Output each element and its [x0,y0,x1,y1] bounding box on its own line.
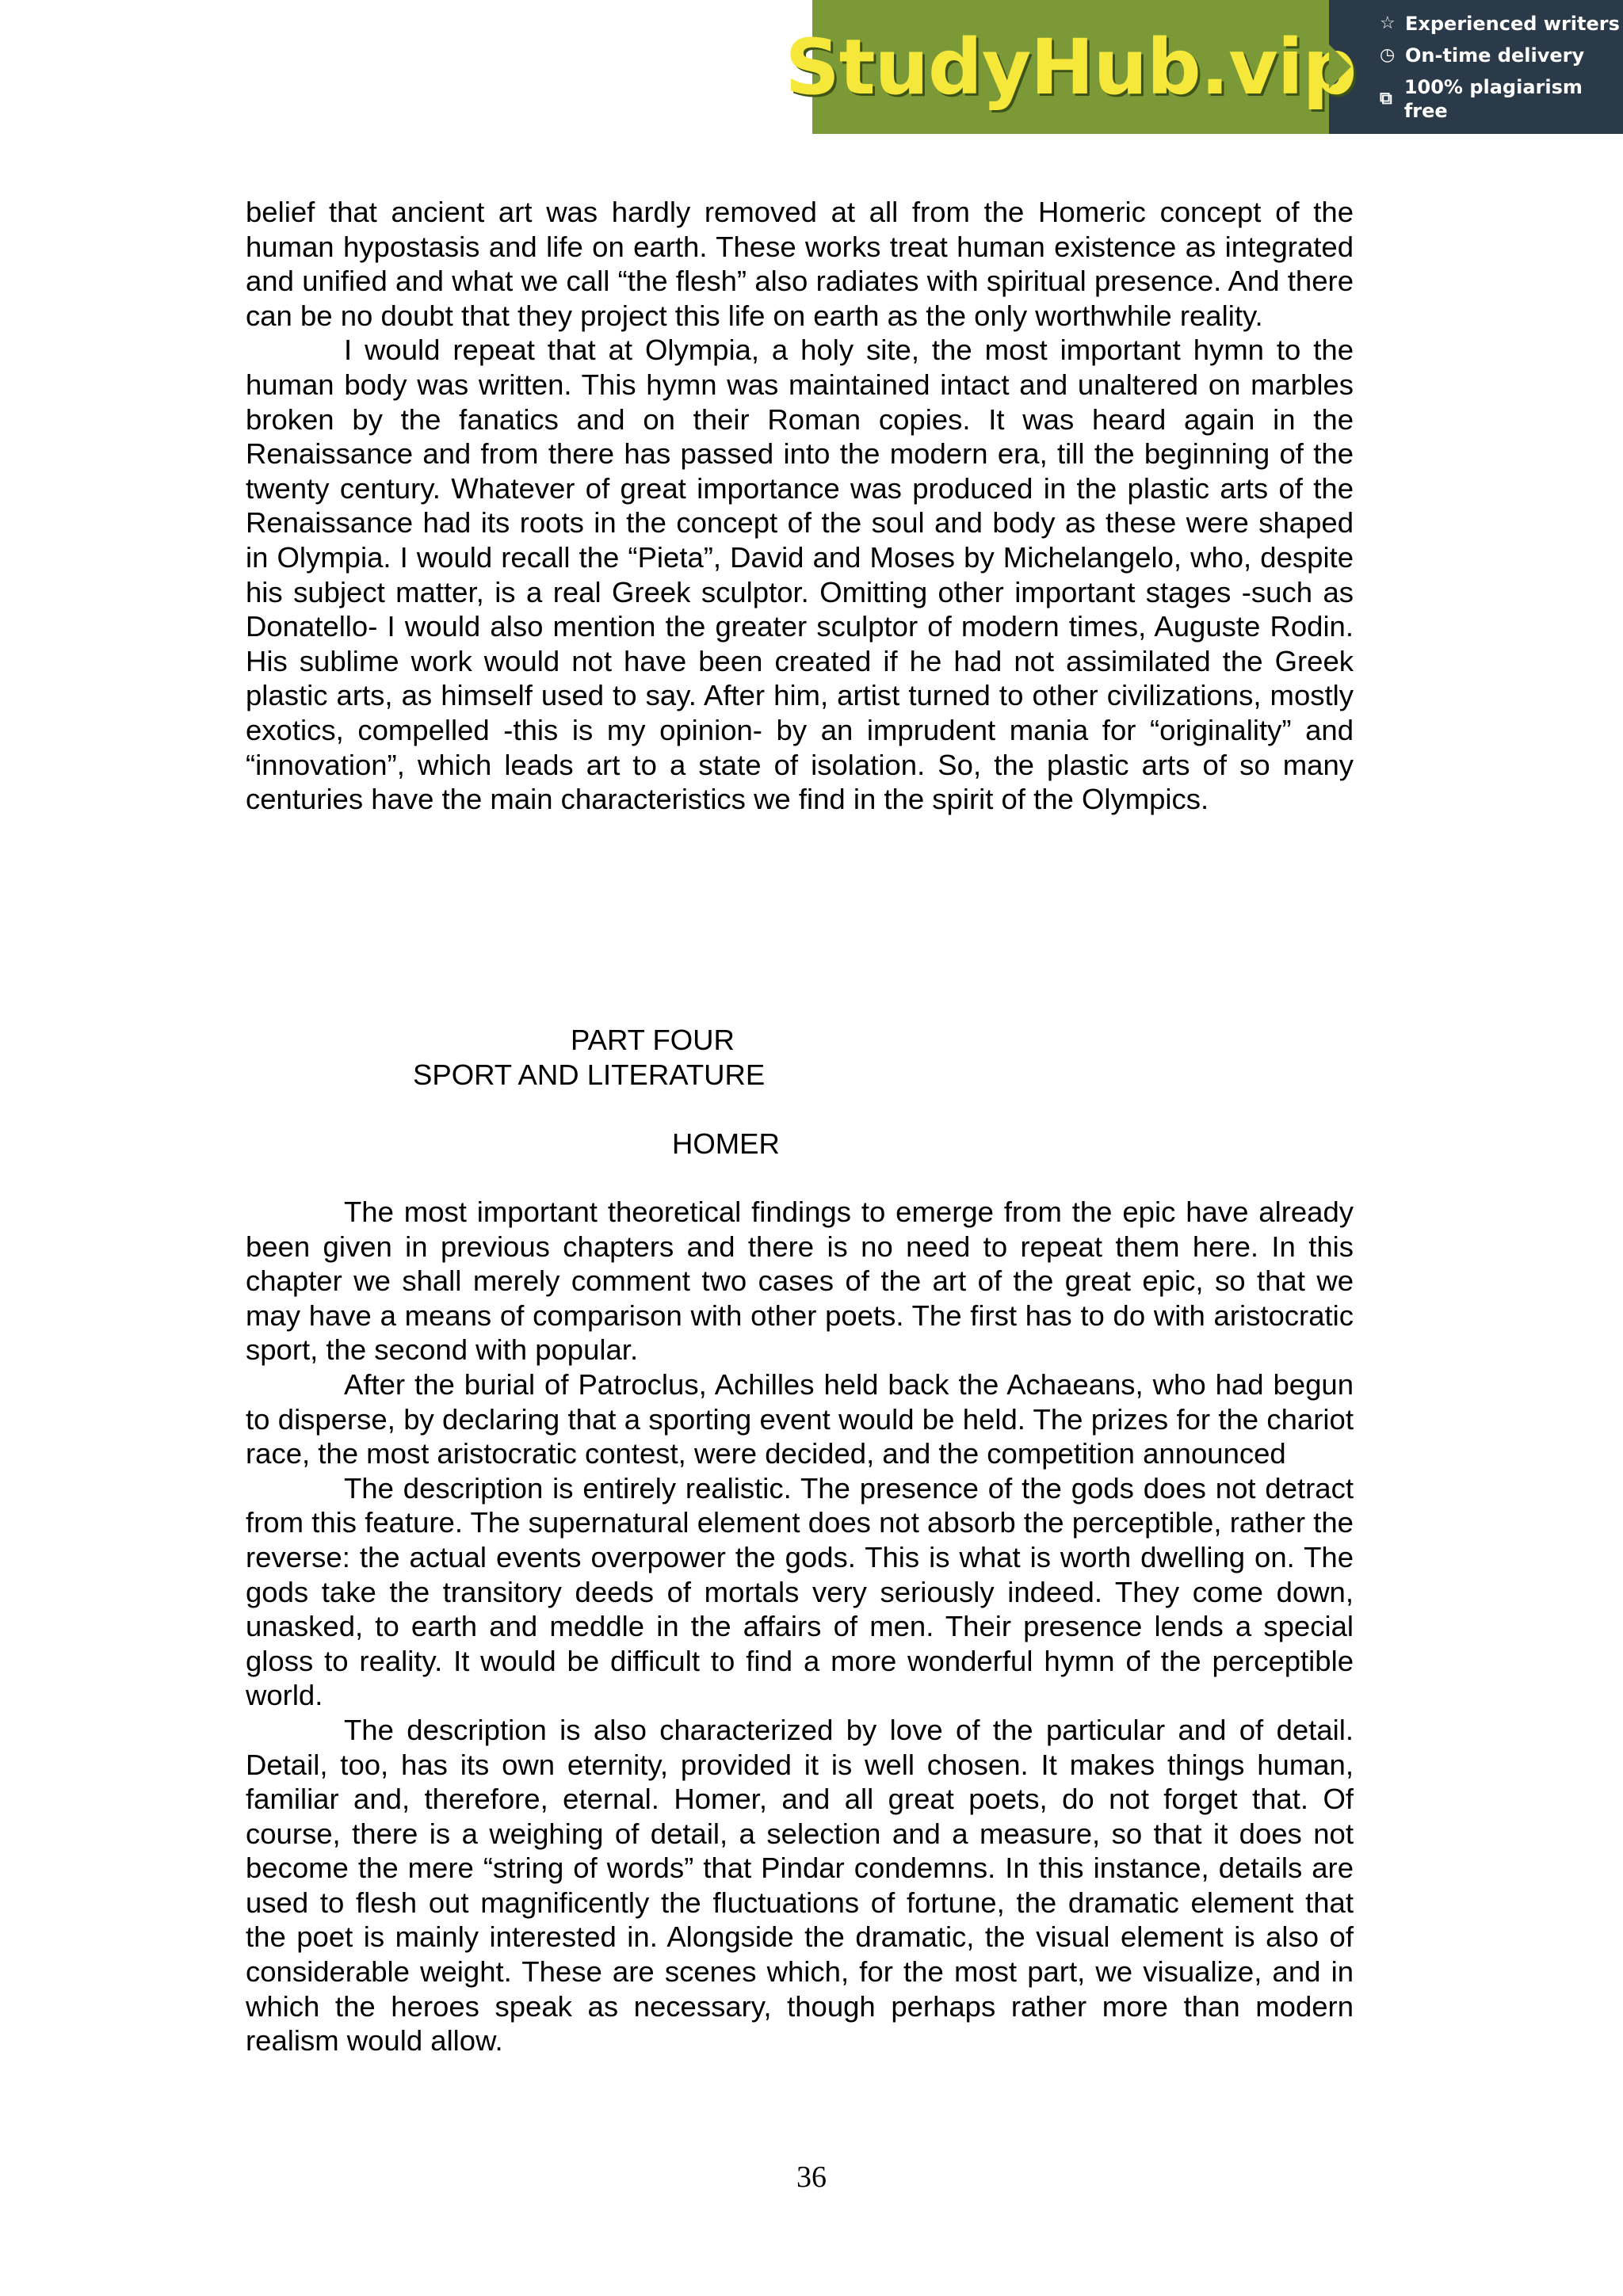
feature-label: 100% plagiarism free [1403,75,1583,122]
banner-features [1329,0,1623,134]
paragraph: belief that ancient art was hardly removed at all from the Homeric concept of the human hypostasis and life on earth. These works treat human existence as integrated and unified and what we call “the flesh” also radiates with spiritual presence. And there can be no doubt that they project this life on earth as the only worthwhile reality. [246,196,1354,332]
clock-icon: ◷ [1380,44,1396,65]
body-text-section-2 [246,1195,1354,2058]
copy-icon: ⧉ [1380,88,1392,109]
paragraph: The description is entirely realistic. The presence of the gods does not detract from this feature. The supernatural element does not absorb the perceptible, rather the reverse: the actual events overpower the gods. This is what is worth dwelling on. The gods take the transitory deeds of mortals very seriously indeed. They come down, unasked, to earth and meddle in the affairs of men. Their presence lends a special gloss to reality. It would be difficult to find a more wonderful hymn of the perceptible world. [246,1471,1354,1712]
feature-experienced-writers [1380,12,1623,36]
feature-plagiarism-free [1380,75,1623,123]
paragraph: I would repeat that at Olympia, a holy site, the most important hymn to the human body was written. This hymn was maintained intact and unaltered on marbles broken by the fanatics and on their Roman copies. It was heard again in the Renaissance and from there has passed into the modern era, till the beginning of the twenty century. Whatever of great importance was produced in the plastic arts of the Renaissance had its roots in the concept of the soul and body as these were shaped in Olympia. I would recall the “Pieta”, David and Moses by Michelangelo, who, despite his subject matter, is a real Greek sculptor. Omitting other important stages -such as Donatello- I would also mention the greater sculptor of modern times, Auguste Rodin. His sublime work would not have been created if he had not assimilated the Greek plastic arts, as himself used to say. After him, artist turned to other civilizations, mostly exotics, compelled -this is my opinion- by an imprudent mania for “originality” and “innovation”, which leads art to a state of isolation. So, the plastic arts of so many centuries have the main characteristics we find in the spirit of the Olympics. [246,334,1354,816]
logo-text: StudyHub.vip [785,22,1357,112]
studyhub-logo[interactable] [785,0,1357,134]
part-title: SPORT AND LITERATURE [413,1058,766,1091]
body-text-section-1 [246,195,1354,817]
feature-label: Experienced writers [1405,12,1620,35]
banner-arrow-decoration [1329,44,1351,89]
studyhub-banner[interactable] [785,0,1623,134]
paragraph: After the burial of Patroclus, Achilles held back the Achaeans, who had begun to disperse, by declaring that a sporting event would be held. The prizes for the chariot race, the most aristocratic contest, were decided, and the competition announced [246,1367,1354,1470]
feature-on-time-delivery [1380,44,1623,67]
paragraph: The description is also characterized by love of the particular and of detail. Detail, too, has its own eternity, provided it is well chosen. It makes things human, familiar and, therefore, eternal. Homer, and all great poets, do not forget that. Of course, there is a weighing of detail, a selection and a measure, so that it does not become the mere “string of words” that Pindar condemns. In this instance, details are used to flesh out magnificently the fluctuations of fortune, the dramatic element that the poet is mainly interested in. Alongside the dramatic, the visual element is also of considerable weight. These are scenes which, for the most part, we visualize, and in which the heroes speak as necessary, though perhaps rather more than modern realism would allow. [246,1713,1354,2058]
part-heading: PART FOUR [571,1024,735,1056]
chapter-title: HOMER [672,1127,780,1160]
paragraph: The most important theoretical findings to emerge from the epic have already been given in previous chapters and there is no need to repeat them here. In this chapter we shall merely comment two cases of the art of the great epic, so that we may have a means of comparison with other poets. The first has to do with aristocratic sport, the second with popular. [246,1196,1354,1367]
star-icon: ☆ [1380,13,1396,33]
feature-label: On-time delivery [1405,44,1585,67]
page-number: 36 [796,2161,827,2194]
